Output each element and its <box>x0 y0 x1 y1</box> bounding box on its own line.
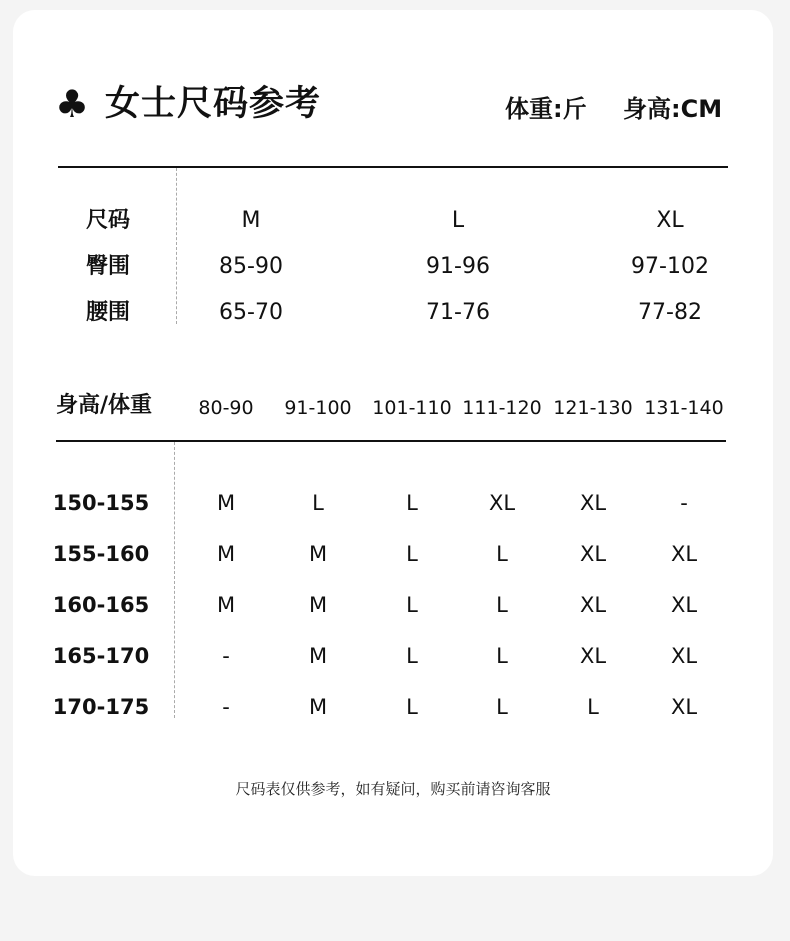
fit-table-column-header: 80-90 <box>198 397 254 419</box>
fit-table-cell: XL <box>488 491 516 515</box>
fit-table-cell: L <box>496 542 508 566</box>
fit-table-cell: L <box>406 542 418 566</box>
fit-table-cell: M <box>308 542 328 566</box>
fit-table-header-label: 身高/体重 <box>55 393 153 418</box>
fit-table-column-header: 101-110 <box>372 397 452 419</box>
size-table-cell: 97-102 <box>631 254 709 279</box>
fit-table-cell: L <box>496 593 508 617</box>
fit-table-cell: M <box>216 491 236 515</box>
fit-table-cell: XL <box>579 491 607 515</box>
fit-table-column-header: 121-130 <box>553 397 633 419</box>
fit-table-cell: XL <box>579 593 607 617</box>
fit-table-cell: L <box>406 593 418 617</box>
fit-table-cell: M <box>216 593 236 617</box>
fit-table-column-header: 111-120 <box>462 397 542 419</box>
size-table-cell: 77-82 <box>638 300 702 325</box>
size-table-cell: L <box>451 208 465 233</box>
fit-table-row-label: 160-165 <box>52 593 150 617</box>
size-table-cell: 65-70 <box>219 300 283 325</box>
size-table-row-label: 腰围 <box>85 300 131 325</box>
fit-table-row-label: 155-160 <box>52 542 150 566</box>
club-icon: ♣ <box>55 82 90 126</box>
fit-table-row-label: 150-155 <box>52 491 150 515</box>
size-table-cell: XL <box>656 208 684 233</box>
fit-table-cell: XL <box>670 644 698 668</box>
fit-table-cell: - <box>222 644 230 668</box>
fit-table-cell: XL <box>670 542 698 566</box>
height-unit-label: 身高:CM <box>623 95 723 123</box>
fit-table-cell: L <box>312 491 324 515</box>
fit-table-cell: - <box>222 695 230 719</box>
fit-table-cell: M <box>308 695 328 719</box>
fit-table-cell: L <box>496 695 508 719</box>
size-chart-card <box>13 10 773 876</box>
fit-table-cell: L <box>406 695 418 719</box>
fit-table-column-header: 131-140 <box>644 397 724 419</box>
size-table-cell: 91-96 <box>426 254 490 279</box>
fit-table-cell: XL <box>579 644 607 668</box>
fit-table-cell: M <box>216 542 236 566</box>
fit-table-row-label: 165-170 <box>52 644 150 668</box>
fit-table-cell: - <box>680 491 688 515</box>
size-table-row-label: 尺码 <box>85 208 131 233</box>
footnote: 尺码表仅供参考，如有疑问，购买前请咨询客服 <box>235 780 551 798</box>
fit-table-cell: XL <box>670 593 698 617</box>
fit-table-cell: L <box>496 644 508 668</box>
fit-table-cell: M <box>308 644 328 668</box>
fit-table-cell: XL <box>670 695 698 719</box>
weight-unit-label: 体重:斤 <box>505 95 587 123</box>
fit-table-cell: L <box>587 695 599 719</box>
fit-table-column-header: 91-100 <box>284 397 352 419</box>
size-table-cell: M <box>241 208 261 233</box>
fit-table-cell: XL <box>579 542 607 566</box>
fit-table-row-label: 170-175 <box>52 695 150 719</box>
fit-table-cell: L <box>406 491 418 515</box>
fit-table <box>13 10 773 876</box>
page-title: 女士尺码参考 <box>105 84 322 124</box>
fit-table-cell: L <box>406 644 418 668</box>
size-table-cell: 85-90 <box>219 254 283 279</box>
size-table-cell: 71-76 <box>426 300 490 325</box>
fit-table-cell: M <box>308 593 328 617</box>
size-table-row-label: 臀围 <box>85 254 131 279</box>
